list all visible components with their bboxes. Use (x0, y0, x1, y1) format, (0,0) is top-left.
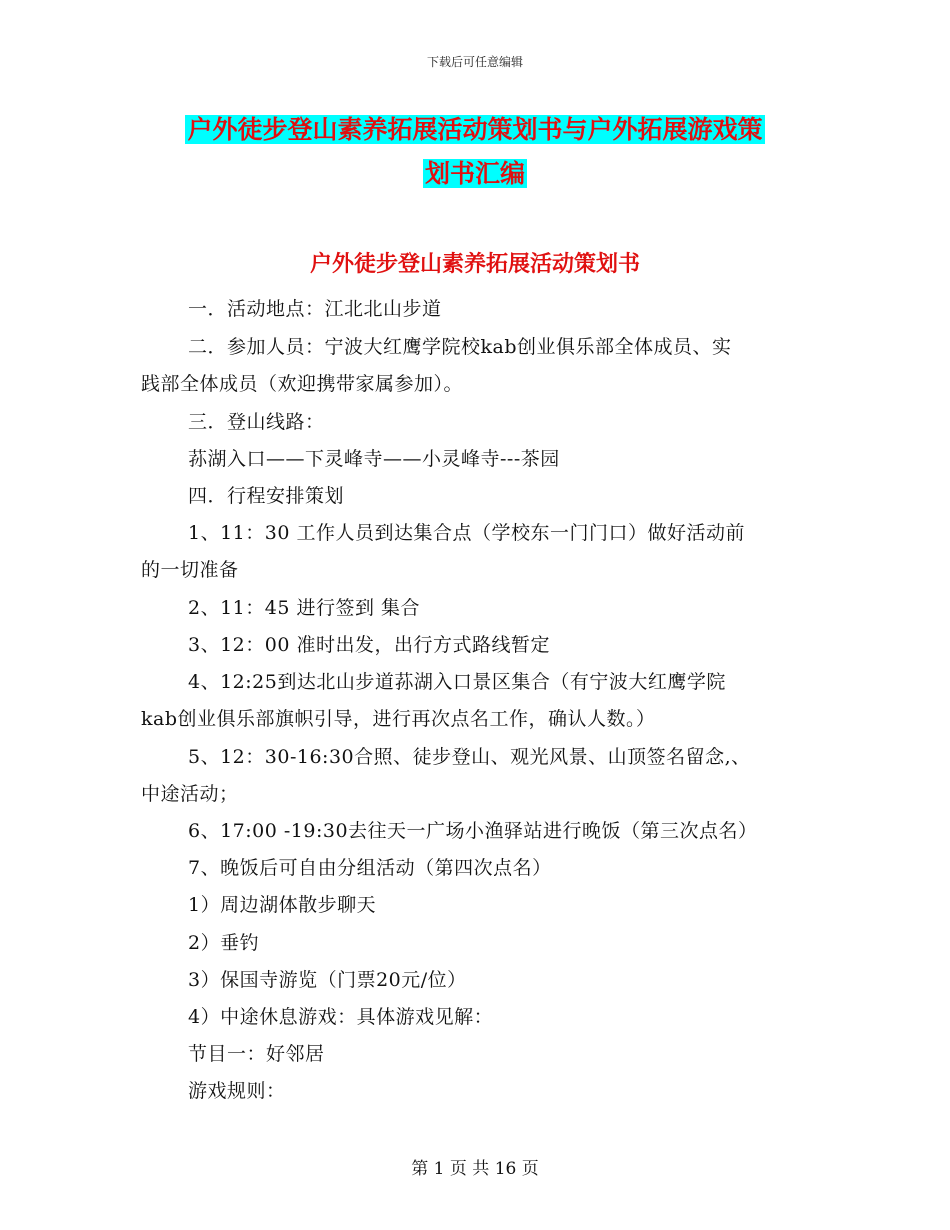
header-note: 下载后可任意编辑 (426, 55, 523, 69)
body-line: 一．活动地点：江北北山步道 (188, 298, 442, 320)
section-title: 户外徒步登山素养拓展活动策划书 (309, 251, 640, 277)
body-line: 的一切准备 (141, 559, 239, 581)
body-line: kab创业俱乐部旗帜引导，进行再次点名工作，确认人数。） (141, 708, 656, 730)
body-line: 四．行程安排策划 (188, 485, 345, 507)
title-highlight-2: 划书汇编 (424, 159, 525, 188)
body-line: 1、11：30 工作人员到达集合点（学校东一门门口）做好活动前 (188, 522, 745, 544)
body-line: 3、12：00 准时出发，出行方式路线暂定 (188, 634, 550, 656)
document-title-line-1 (0, 111, 950, 149)
document-title-line-2 (0, 155, 950, 193)
body-line: 6、17:00 -19:30去往天一广场小渔驿站进行晚饭（第三次点名） (188, 820, 758, 842)
body-line: 3）保国寺游览（门票20元/位） (188, 969, 467, 991)
body-line: 二．参加人员：宁波大红鹰学院校kab创业俱乐部全体成员、实 (188, 336, 732, 358)
body-line: 1）周边湖体散步聊天 (188, 894, 377, 916)
title-highlight-1: 户外徒步登山素养拓展活动策划书与户外拓展游戏策 (187, 115, 763, 144)
body-line: 2、11：45 进行签到 集合 (188, 597, 421, 619)
body-line: 游戏规则： (188, 1080, 286, 1102)
body-line: 5、12：30-16:30合照、徒步登山、观光风景、山顶签名留念,、 (188, 746, 751, 768)
body-line: 节目一：好邻居 (188, 1043, 325, 1065)
body-line: 中途活动； (141, 783, 239, 805)
body-line: 4、12:25到达北山步道荪湖入口景区集合（有宁波大红鹰学院 (188, 671, 726, 693)
body-line: 三．登山线路： (188, 411, 325, 433)
body-line: 践部全体成员（欢迎携带家属参加）。 (141, 373, 464, 395)
body-line: 7、晚饭后可自由分组活动（第四次点名） (188, 857, 552, 879)
page-footer: 第 1 页 共 16 页 (411, 1159, 539, 1179)
body-line: 荪湖入口——下灵峰寺——小灵峰寺---茶园 (188, 448, 560, 470)
body-line: 4）中途休息游戏：具体游戏见解： (188, 1006, 494, 1028)
body-line: 2）垂钓 (188, 932, 260, 954)
